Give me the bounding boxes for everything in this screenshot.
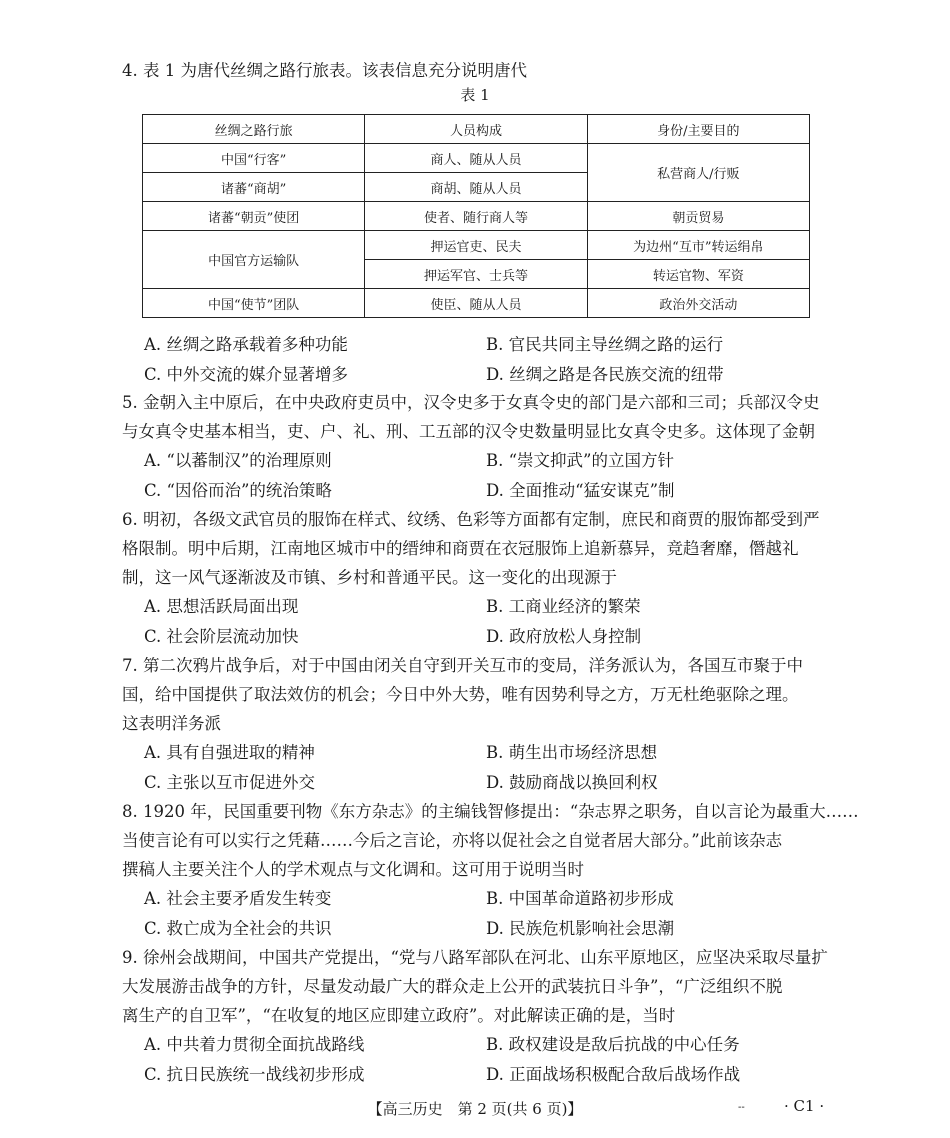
- option-d[interactable]: D. 民族危机影响社会思潮: [486, 918, 675, 938]
- question-stem-line: 当使言论有可以实行之凭藉……今后之言论，亦将以促社会之自觉者居大部分。”此前该杂志: [122, 831, 783, 850]
- option-c[interactable]: C. 主张以互市促进外交: [144, 772, 316, 792]
- option-c[interactable]: C. 中外交流的媒介显著增多: [144, 364, 349, 384]
- option-b[interactable]: B. 政权建设是敌后抗战的中心任务: [486, 1035, 740, 1054]
- table-caption: 表 1: [460, 86, 490, 104]
- table-header-row: [143, 115, 810, 144]
- option-b[interactable]: B. 中国革命道路初步形成: [486, 889, 674, 908]
- option-b[interactable]: B. 工商业经济的繁荣: [486, 597, 641, 616]
- table-header-cell: 身份/主要目的: [587, 115, 809, 144]
- question-8: [122, 797, 859, 943]
- table-cell: 押运官吏、民夫: [365, 231, 587, 260]
- table-cell: 商胡、随从人员: [365, 173, 587, 202]
- option-b[interactable]: B. 官民共同主导丝绸之路的运行: [486, 335, 724, 354]
- option-a[interactable]: A. 丝绸之路承载着多种功能: [144, 335, 348, 354]
- question-stem-line: 5. 金朝入主中原后，在中央政府吏员中，汉令史多于女真令史的部门是六部和三司；兵部汉令史: [122, 393, 820, 412]
- table-cell: 中国“使节”团队: [143, 289, 365, 318]
- table-cell: 使臣、随从人员: [365, 289, 587, 318]
- table-row: [143, 289, 810, 318]
- question-stem-line: 制，这一风气逐渐波及市镇、乡村和普通平民。这一变化的出现源于: [122, 568, 617, 587]
- question-stem-line: 8. 1920 年，民国重要刊物《东方杂志》的主编钱智修提出：“杂志界之职务，自以言论为最重大……: [122, 802, 859, 821]
- question-stem-line: 撰稿人主要关注个人的学术观点与文化调和。这可用于说明当时: [122, 860, 584, 879]
- option-d[interactable]: D. 鼓励商战以换回利权: [486, 772, 658, 792]
- table-cell: 押运军官、士兵等: [365, 260, 587, 289]
- table-cell: 诸蕃“商胡”: [143, 173, 365, 202]
- option-d[interactable]: D. 全面推动“猛安谋克”制: [486, 480, 675, 500]
- option-d[interactable]: D. 正面战场积极配合敌后战场作战: [486, 1064, 741, 1084]
- footer-mark: --: [738, 1102, 745, 1113]
- question-stem-line: 6. 明初，各级文武官员的服饰在样式、纹绣、色彩等方面都有定制，庶民和商贾的服饰都受到严: [122, 510, 820, 529]
- table-row: [143, 231, 810, 260]
- question-4: [122, 56, 830, 85]
- table-cell: 使者、随行商人等: [365, 202, 587, 231]
- question-stem-line: 离生产的自卫军”，“在收复的地区应即建立政府”。对此解读正确的是，当时: [122, 1006, 676, 1025]
- option-c[interactable]: C. “因俗而治”的统治策略: [144, 480, 332, 500]
- table-cell: 私营商人/行贩: [587, 144, 809, 202]
- table-cell: 中国“行客”: [143, 144, 365, 173]
- option-d[interactable]: D. 政府放松人身控制: [486, 626, 642, 646]
- option-a[interactable]: A. 具有自强进取的精神: [144, 743, 315, 762]
- option-c[interactable]: C. 抗日民族统一战线初步形成: [144, 1064, 365, 1084]
- question-stem-line: 9. 徐州会战期间，中国共产党提出，“党与八路军部队在河北、山东平原地区，应坚决采取尽量扩: [122, 948, 828, 967]
- table-cell: 政治外交活动: [587, 289, 809, 318]
- table-cell: 诸蕃“朝贡”使团: [143, 202, 365, 231]
- option-c[interactable]: C. 社会阶层流动加快: [144, 626, 299, 646]
- question-stem-line: 大发展游击战争的方针，尽量发动最广大的群众走上公开的武装抗日斗争”，“广泛组织不脱: [122, 977, 783, 996]
- table-header-cell: 丝绸之路行旅: [143, 115, 365, 144]
- question-stem-line: 与女真令史基本相当，吏、户、礼、刑、工五部的汉令史数量明显比女真令史多。这体现了金朝: [122, 422, 815, 441]
- table-row: [143, 202, 810, 231]
- option-d[interactable]: D. 丝绸之路是各民族交流的纽带: [486, 364, 724, 384]
- question-9: [122, 943, 830, 1089]
- silk-road-table: [142, 114, 810, 318]
- option-b[interactable]: B. 萌生出市场经济思想: [486, 743, 658, 762]
- table-cell: 中国官方运输队: [143, 231, 365, 289]
- option-b[interactable]: B. “崇文抑武”的立国方针: [486, 451, 674, 470]
- question-stem: 4. 表 1 为唐代丝绸之路行旅表。该表信息充分说明唐代: [122, 61, 527, 80]
- option-c[interactable]: C. 救亡成为全社会的共识: [144, 918, 332, 938]
- table-header-cell: 人员构成: [365, 115, 587, 144]
- question-stem-line: 这表明洋务派: [122, 714, 221, 733]
- table-cell: 转运官物、军资: [587, 260, 809, 289]
- question-5: [122, 388, 830, 505]
- table-cell: 朝贡贸易: [587, 202, 809, 231]
- page-footer: 【高三历史 第 2 页(共 6 页)】: [367, 1100, 583, 1118]
- table-cell: 商人、随从人员: [365, 144, 587, 173]
- table-cell: 为边州“互市”转运绢帛: [587, 231, 809, 260]
- question-7: [122, 651, 830, 797]
- option-a[interactable]: A. “以蕃制汉”的治理原则: [144, 451, 332, 470]
- question-stem-line: 国，给中国提供了取法效仿的机会；今日中外大势，唯有因势利导之方，万无杜绝驱除之理。: [122, 685, 799, 704]
- question-6: [122, 505, 830, 651]
- table-row: [143, 144, 810, 173]
- question-stem-line: 7. 第二次鸦片战争后，对于中国由闭关自守到开关互市的变局，洋务派认为，各国互市聚于中: [122, 656, 803, 675]
- option-a[interactable]: A. 思想活跃局面出现: [144, 597, 299, 616]
- option-a[interactable]: A. 中共着力贯彻全面抗战路线: [144, 1035, 365, 1054]
- question-4-options: [122, 330, 830, 389]
- paper-code: · C1 ·: [784, 1097, 825, 1115]
- option-a[interactable]: A. 社会主要矛盾发生转变: [144, 889, 332, 908]
- question-stem-line: 格限制。明中后期，江南地区城市中的缙绅和商贾在衣冠服饰上追新慕异，竞趋奢靡，僭越礼: [122, 539, 799, 558]
